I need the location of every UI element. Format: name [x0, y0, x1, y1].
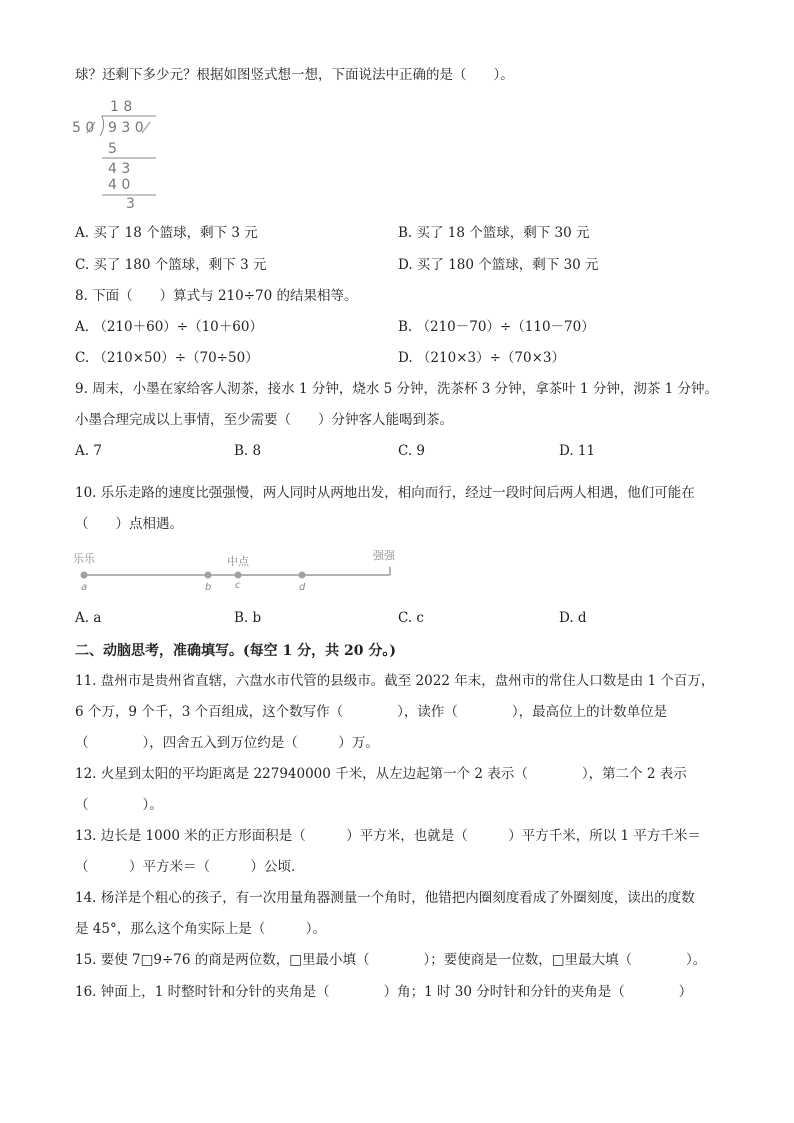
point-c-dot — [235, 572, 242, 579]
point-d-label: d — [299, 582, 306, 593]
q15-line1: 15. 要使 7□9÷76 的商是两位数，□里最小填（ ）；要使商是一位数，□里最大填（ ）。 — [75, 952, 707, 968]
q8-option-c[interactable]: C. （210×50）÷（70÷50） — [75, 350, 259, 366]
step1-digits: 5 — [108, 141, 117, 157]
q10-option-d[interactable]: D. d — [559, 610, 587, 626]
long-division-figure — [70, 96, 160, 214]
q9-option-d[interactable]: D. 11 — [559, 443, 596, 459]
midpoint-label: 中点 — [227, 555, 249, 568]
point-a-label: a — [81, 582, 88, 593]
q10-stem-line2: （ ）点相遇。 — [75, 516, 183, 532]
point-b-label: b — [205, 582, 212, 593]
q7-option-c[interactable]: C. 买了 180 个篮球，剩下 3 元 — [75, 257, 267, 273]
q7-option-d[interactable]: D. 买了 180 个篮球，剩下 30 元 — [398, 257, 599, 273]
q9-stem-line1: 9. 周末，小墨在家给客人沏茶，接水 1 分钟，烧水 5 分钟，洗茶杯 3 分钟，拿茶叶 1 分钟，沏茶 1 分钟。 — [75, 381, 719, 397]
q16-line1: 16. 钟面上，1 时整时针和分针的夹角是（ ）角；1 时 30 分时针和分针的夹角是（ ） — [75, 984, 693, 1000]
q13-line1: 13. 边长是 1000 米的正方形面积是（ ）平方米，也就是（ ）平方千米，所以 1 平方千米＝ — [75, 828, 701, 844]
q11-line3: （ ），四舍五入到万位约是（ ）万。 — [75, 735, 379, 751]
qiangqiang-label: 强强 — [373, 549, 395, 562]
step3-digits: 4 0 — [108, 177, 131, 193]
step2-digits: 4 3 — [108, 161, 131, 177]
q11-line2: 6 个万，9 个千，3 个百组成，这个数写作（ ），读作（ ），最高位上的计数单位是 — [75, 704, 668, 720]
q14-line1: 14. 杨洋是个粗心的孩子，有一次用量角器测量一个角时，他错把内圈刻度看成了外圈刻度，读出的度数 — [75, 890, 695, 906]
q9-option-c[interactable]: C. 9 — [398, 443, 426, 459]
q7-stem: 球？还剩下多少元？根据如图竖式想一想，下面说法中正确的是（ ）。 — [75, 67, 514, 83]
meeting-point-diagram — [70, 545, 410, 595]
quotient-digits: 1 8 — [110, 99, 133, 115]
q7-option-a[interactable]: A. 买了 18 个篮球，剩下 3 元 — [75, 225, 258, 241]
q12-line2: （ ）。 — [75, 797, 163, 813]
divisor-digits: 5 0 — [72, 120, 95, 136]
point-c-label: c — [235, 580, 241, 591]
q8-option-a[interactable]: A. （210＋60）÷（10＋60） — [75, 319, 263, 335]
q9-option-a[interactable]: A. 7 — [75, 443, 102, 459]
q14-line2: 是 45°，那么这个角实际上是（ ）。 — [75, 921, 326, 937]
q10-option-a[interactable]: A. a — [75, 610, 102, 626]
point-a-dot — [81, 572, 88, 579]
lele-label: 乐乐 — [73, 552, 95, 565]
q10-option-b[interactable]: B. b — [234, 610, 262, 626]
q8-stem: 8. 下面（ ）算式与 210÷70 的结果相等。 — [75, 288, 358, 304]
dividend-digits: 9 3 0 — [108, 120, 144, 136]
remainder-digit: 3 — [126, 196, 135, 212]
section-2-title: 二、动脑思考，准确填写。(每空 1 分，共 20 分。) — [75, 643, 396, 659]
q9-option-b[interactable]: B. 8 — [234, 443, 262, 459]
q8-option-b[interactable]: B. （210－70）÷（110－70） — [398, 319, 595, 335]
q10-option-c[interactable]: C. c — [398, 610, 424, 626]
q12-line1: 12. 火星到太阳的平均距离是 227940000 千米，从左边起第一个 2 表示（ ），第二个 2 表示 — [75, 766, 687, 782]
q7-option-b[interactable]: B. 买了 18 个篮球，剩下 30 元 — [398, 225, 590, 241]
q13-line2: （ ）平方米＝（ ）公顷． — [75, 859, 305, 875]
q10-stem-line1: 10. 乐乐走路的速度比强强慢，两人同时从两地出发，相向而行，经过一段时间后两人相遇，他们可能在 — [75, 485, 695, 501]
point-d-dot — [299, 572, 306, 579]
point-b-dot — [205, 572, 212, 579]
q11-line1: 11. 盘州市是贵州省直辖，六盘水市代管的县级市。截至 2022 年末，盘州市的常住人口数是由 1 个百万， — [75, 673, 715, 689]
q9-stem-line2: 小墨合理完成以上事情，至少需要（ ）分钟客人能喝到茶。 — [75, 412, 453, 428]
q8-option-d[interactable]: D. （210×3）÷（70×3） — [398, 350, 565, 366]
